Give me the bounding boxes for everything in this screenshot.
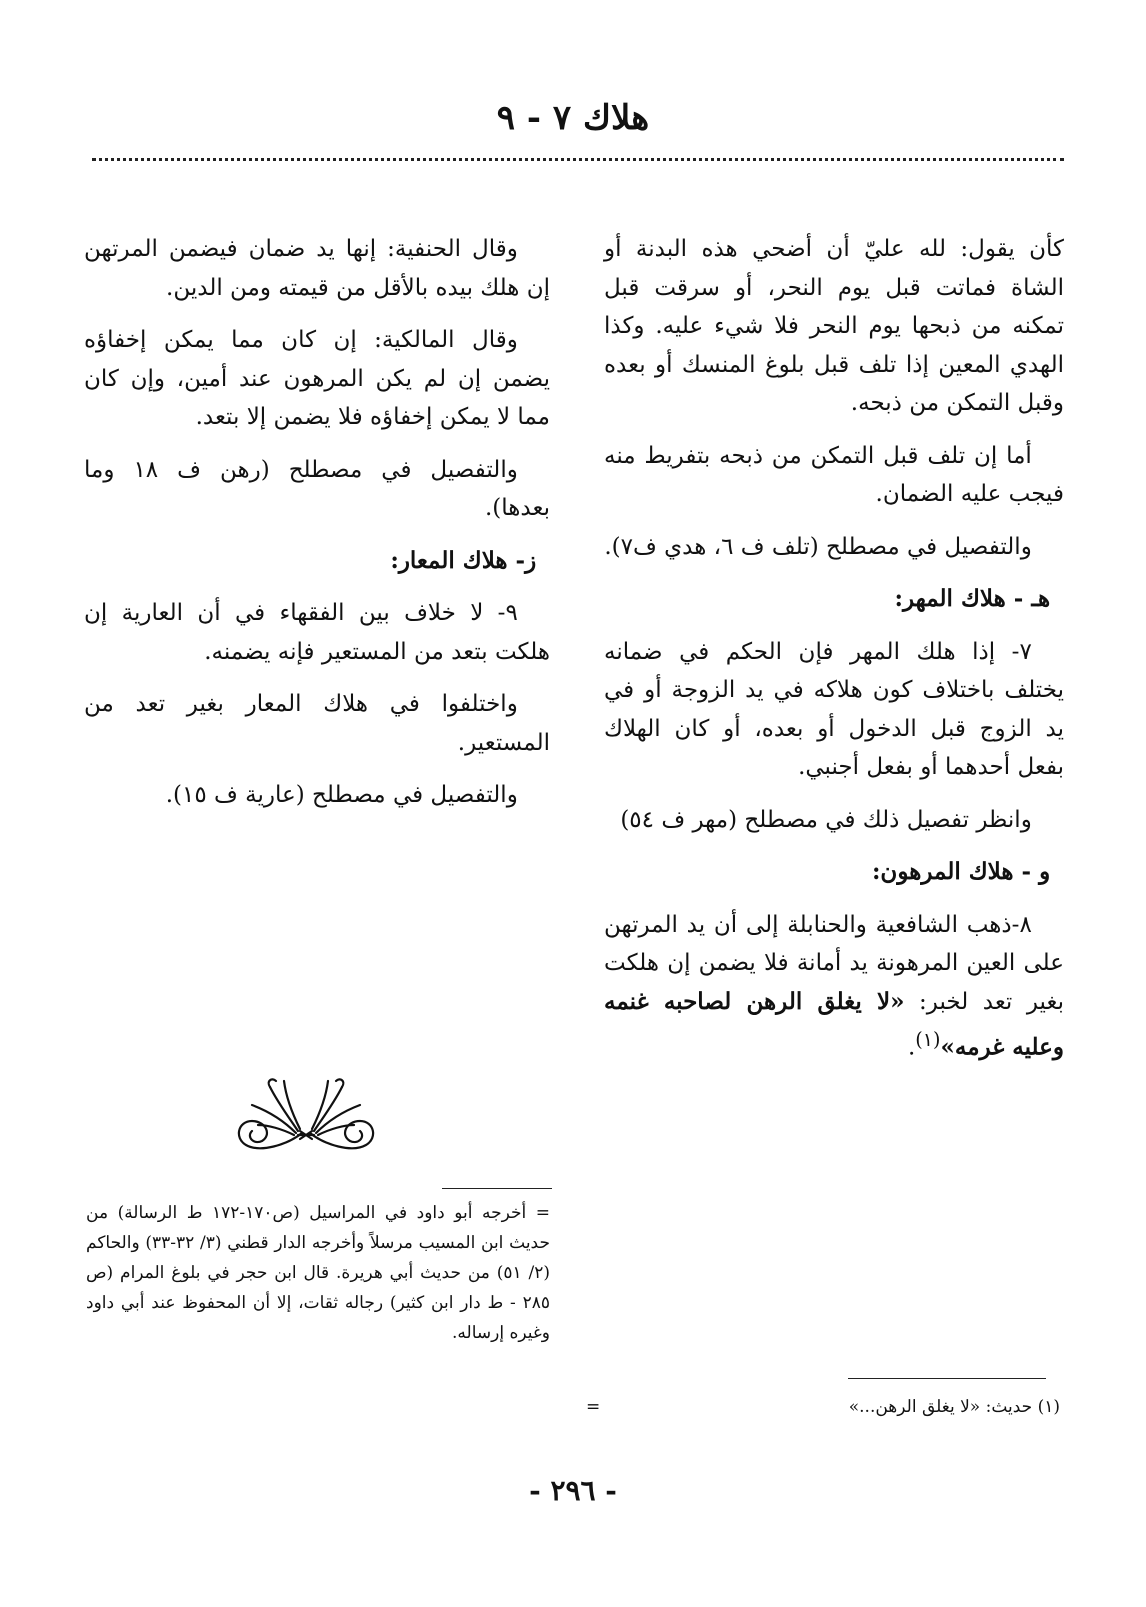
left-paragraph-5: واختلفوا في هلاك المعار بغير تعد من المستعير. <box>84 691 550 756</box>
left-paragraph-2: وقال المالكية: إن كان مما يمكن إخفاؤه يضمن إن لم يكن المرهون عند أمين، وإن كان مما لا يمكن إخفاؤه فلا يضمن إلا بتعد. <box>84 327 550 430</box>
page-number: - ٢٩٦ - <box>529 1474 617 1507</box>
section-end-ornament-icon <box>232 1075 380 1165</box>
page-header-title: هلاك ٧ - ٩ <box>496 98 650 138</box>
footnote-separator-left <box>442 1188 552 1189</box>
left-paragraph-3: والتفصيل في مصطلح (رهن ف ١٨ وما بعدها). <box>84 456 550 521</box>
right-paragraph-5: وانظر تفصيل ذلك في مصطلح (مهر ف ٥٤) <box>620 806 1032 833</box>
right-paragraph-6-main: ٨-ذهب الشافعية والحنابلة إلى أن يد المرتهن على العين المرهونة يد أمانة فلا يضمن إن هلكت بغير تعد لخبر: <box>604 911 1064 1015</box>
right-paragraph-6-end: . <box>907 1034 916 1061</box>
footnote-left: = أخرجه أبو داود في المراسيل (ص١٧٠-١٧٢ ط الرسالة) من حديث ابن المسيب مرسلاً وأخرجه الدار قطني (٣/ ٣٢-٣٣) والحاكم (٢/ ٥١) من حديث أبي هريرة. قال ابن حجر في بلوغ المرام (ص ٢٨٥ - ط دار ابن كثير) رجاله ثقات، إلا أن المحفوظ عند أبي داود وغيره إرساله. <box>86 1203 550 1343</box>
right-paragraph-3: والتفصيل في مصطلح (تلف ف ٦، هدي ف٧). <box>604 533 1032 560</box>
right-column <box>604 230 1064 1081</box>
footnote-ref-1[interactable]: (١) <box>915 1028 941 1051</box>
heading-mahr: هـ - هلاك المهر: <box>894 585 1051 612</box>
left-paragraph-1: وقال الحنفية: إنها يد ضمان فيضمن المرتهن إن هلك بيده بالأقل من قيمته ومن الدين. <box>84 236 550 301</box>
right-paragraph-6 <box>604 906 1064 1068</box>
right-paragraph-2: أما إن تلف قبل التمكن من ذبحه بتفريط منه فيجب عليه الضمان. <box>604 442 1064 507</box>
footnote-separator-right <box>848 1378 1046 1379</box>
right-paragraph-4: ٧- إذا هلك المهر فإن الحكم في ضمانه يختلف باختلاف كون هلاكه في يد الزوجة أو في يد الزوج قبل الدخول أو بعده، أو كان الهلاك بفعل أحدهما أو بفعل أجنبي. <box>604 638 1064 780</box>
footnote-right <box>586 1392 1060 1422</box>
right-paragraph-1: كأن يقول: لله عليّ أن أضحي هذه البدنة أو الشاة فماتت قبل يوم النحر، أو سرقت قبل تمكنه من ذبحها يوم النحر فلا شيء عليه. وكذا الهدي المعين إذا تلف قبل بلوغ المنسك أو بعده وقبل التمكن من ذبحه. <box>604 236 1064 416</box>
footnote-1-text: (١) حديث: «لا يغلق الرهن...» <box>848 1397 1060 1417</box>
hadith-quote: «لا يغلق الرهن لصاحبه غنمه وعليه غرمه» <box>604 987 1064 1061</box>
heading-muar: ز- هلاك المعار: <box>390 546 537 574</box>
heading-marhoon: و - هلاك المرهون: <box>871 858 1051 885</box>
left-paragraph-4: ٩- لا خلاف بين الفقهاء في أن العارية إن هلكت بتعد من المستعير فإنه يضمنه. <box>84 600 550 665</box>
header-dotted-rule <box>92 158 1064 161</box>
left-paragraph-6: والتفصيل في مصطلح (عارية ف ١٥). <box>165 782 518 808</box>
footnote-continuation-mark: = <box>586 1397 601 1417</box>
left-column <box>84 230 550 829</box>
